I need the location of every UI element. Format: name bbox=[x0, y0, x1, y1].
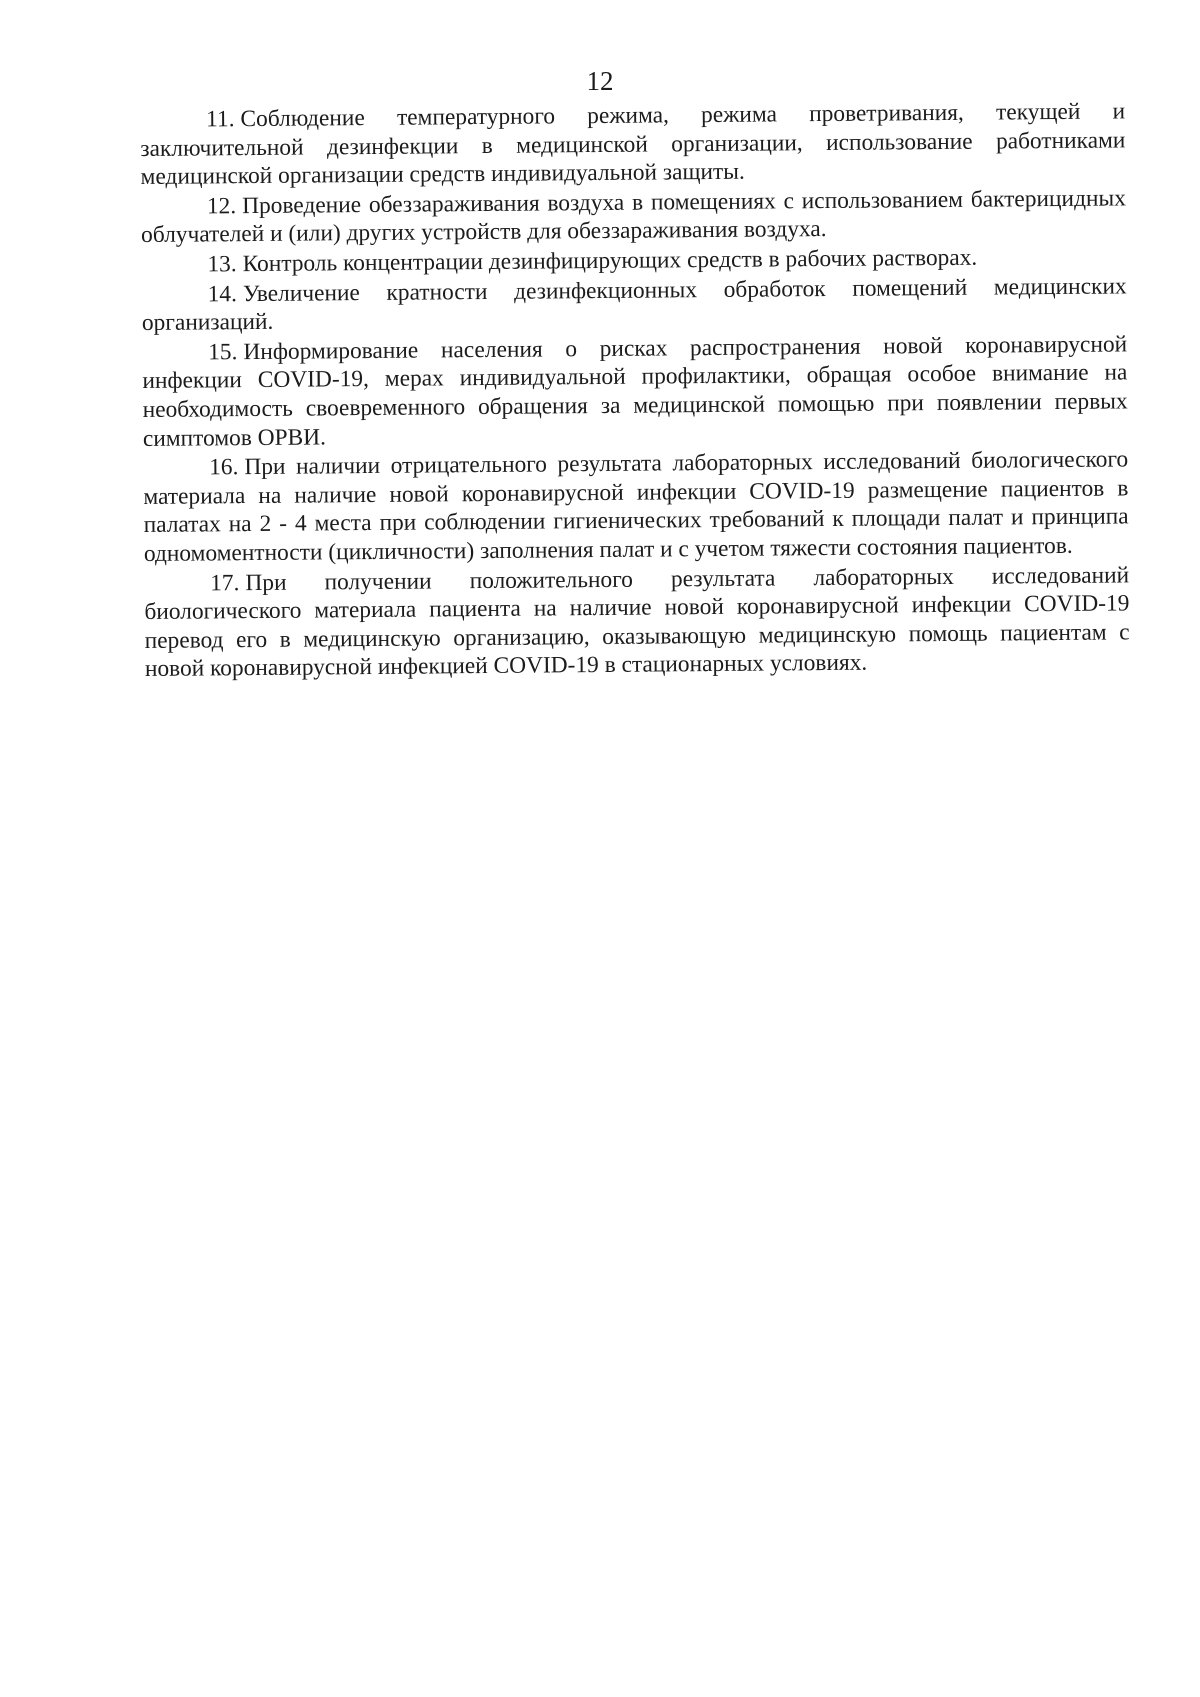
paragraph-text: При наличии отрицательного результата лабораторных исследований биологического материала на наличие новой коронавирусной инфекции COVID-19 размещение пациентов в палатах на 2 - 4 места при соблюдении гигиенических требований к площади палат и принципа одномоментности (цикличности) заполнения палат и с учетом тяжести состояния пациентов. bbox=[143, 446, 1129, 567]
paragraph-text: Контроль концентрации дезинфицирующих средств в рабочих растворах. bbox=[242, 244, 978, 278]
paragraph-number: 15. bbox=[208, 338, 238, 366]
paragraph-text: Увеличение кратности дезинфекционных обработок помещений медицинских организаций. bbox=[141, 272, 1127, 337]
paragraph-item-12 bbox=[141, 184, 1126, 250]
paragraph-text: Соблюдение температурного режима, режима проветривания, текущей и заключительной дезинфекции в медицинской организации, использование работниками медицинской организации средств индивидуальной защиты. bbox=[140, 98, 1126, 191]
paragraph-item-17 bbox=[144, 561, 1130, 684]
paragraph-text: При получении положительного результата лабораторных исследований биологического материала пациента на наличие новой коронавирусной инфекции COVID-19 перевод его в медицинскую организацию, оказывающую медицинскую помощь пациентам с новой коронавирусной инфекцией COVID-19 в стационарных условиях. bbox=[144, 561, 1130, 683]
paragraph-number: 16. bbox=[209, 454, 239, 481]
paragraph-number: 17. bbox=[210, 569, 240, 596]
paragraph-item-16 bbox=[143, 446, 1129, 569]
paragraph-item-11 bbox=[140, 97, 1126, 191]
paragraph-number: 13. bbox=[207, 251, 237, 278]
paragraph-number: 12. bbox=[206, 192, 237, 220]
paragraph-text: Информирование населения о рисках распространения новой коронавирусной инфекции COVID-19, мерах индивидуальной профилактики, обращая особое внимание на необходимость своевременного обращения за медицинской помощью при появлении первых симптомов ОРВИ. bbox=[142, 331, 1128, 452]
paragraph-item-14 bbox=[142, 272, 1127, 338]
paragraph-text: Проведение обеззараживания воздуха в помещениях с использованием бактерицидных облучателей и (или) других устройств для обеззараживания воздуха. bbox=[141, 185, 1126, 249]
paragraph-number: 14. bbox=[207, 280, 238, 307]
paragraph-item-15 bbox=[142, 330, 1128, 453]
paragraph-number: 11. bbox=[206, 106, 235, 133]
page-number: 12 bbox=[586, 66, 614, 96]
document-body bbox=[140, 97, 1130, 684]
